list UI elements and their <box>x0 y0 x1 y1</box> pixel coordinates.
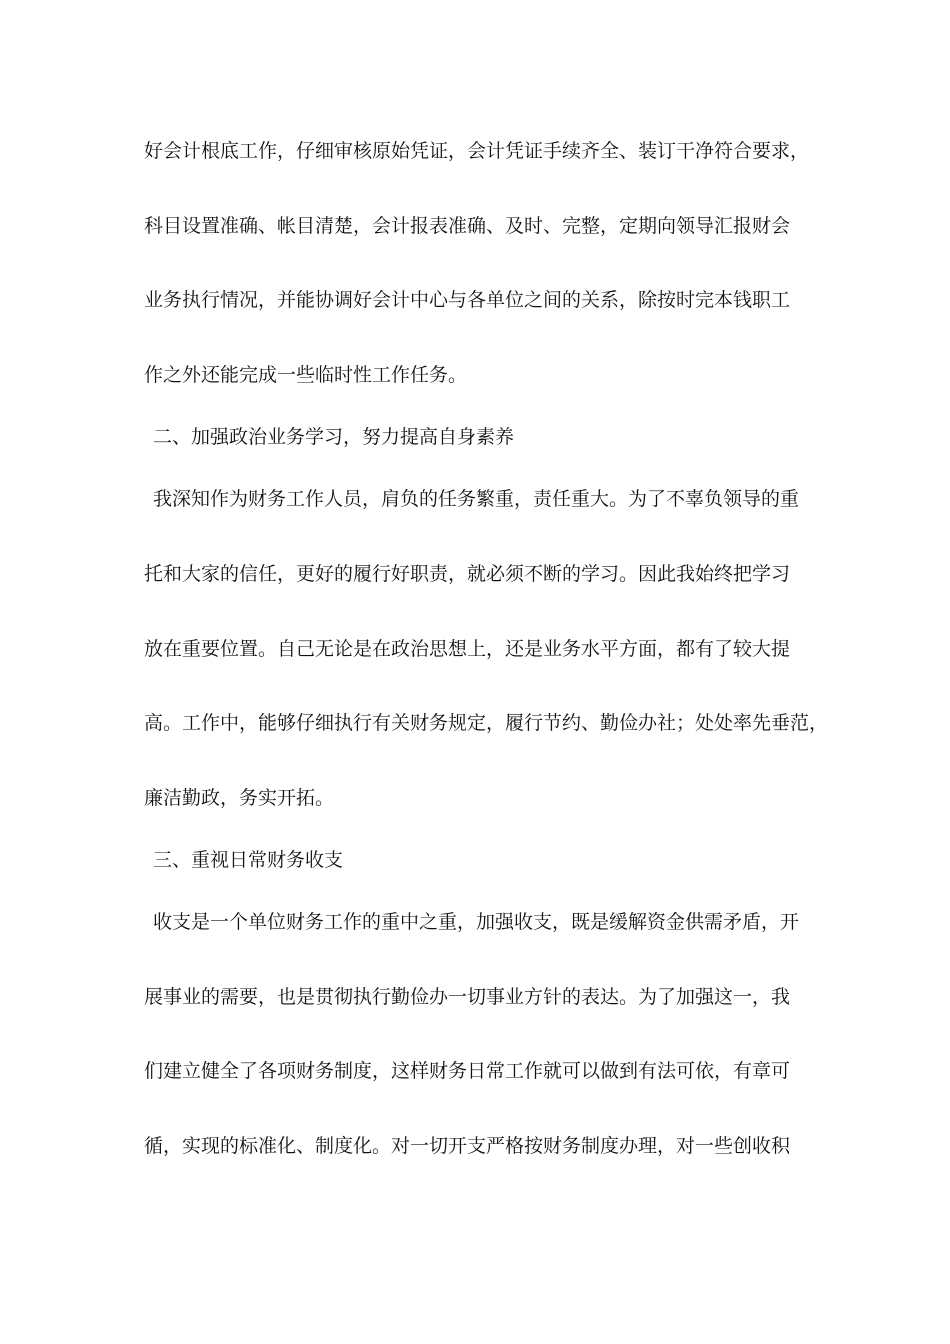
section-heading: 二、加强政治业务学习，努力提高自身素养 <box>153 426 515 448</box>
paragraph-line: 廉洁勤政，务实开拓。 <box>144 787 335 809</box>
paragraph-line: 业务执行情况，并能协调好会计中心与各单位之间的关系，除按时完本钱职工 <box>144 289 791 311</box>
section-heading: 三、重视日常财务收支 <box>153 849 344 871</box>
paragraph-line: 收支是一个单位财务工作的重中之重，加强收支，既是缓解资金供需矛盾，开 <box>153 911 800 933</box>
paragraph-line: 展事业的需要，也是贯彻执行勤俭办一切事业方针的表达。为了加强这一，我 <box>144 986 791 1008</box>
paragraph-line: 作之外还能完成一些临时性工作任务。 <box>144 364 468 386</box>
paragraph-line: 放在重要位置。自己无论是在政治思想上，还是业务水平方面，都有了较大提 <box>144 638 791 660</box>
paragraph-line: 科目设置准确、帐目清楚，会计报表准确、及时、完整，定期向领导汇报财会 <box>144 215 791 237</box>
paragraph-line: 循，实现的标准化、制度化。对一切开支严格按财务制度办理，对一些创收积 <box>144 1135 791 1157</box>
paragraph-line: 好会计根底工作，仔细审核原始凭证，会计凭证手续齐全、装订干净符合要求， <box>144 140 810 162</box>
paragraph-line: 高。工作中，能够仔细执行有关财务规定，履行节约、勤俭办社；处处率先垂范， <box>144 712 829 734</box>
paragraph-line: 我深知作为财务工作人员，肩负的任务繁重，责任重大。为了不辜负领导的重 <box>153 488 800 510</box>
paragraph-line: 们建立健全了各项财务制度，这样财务日常工作就可以做到有法可依，有章可 <box>144 1060 791 1082</box>
paragraph-line: 托和大家的信任，更好的履行好职责，就必须不断的学习。因此我始终把学习 <box>144 563 791 585</box>
